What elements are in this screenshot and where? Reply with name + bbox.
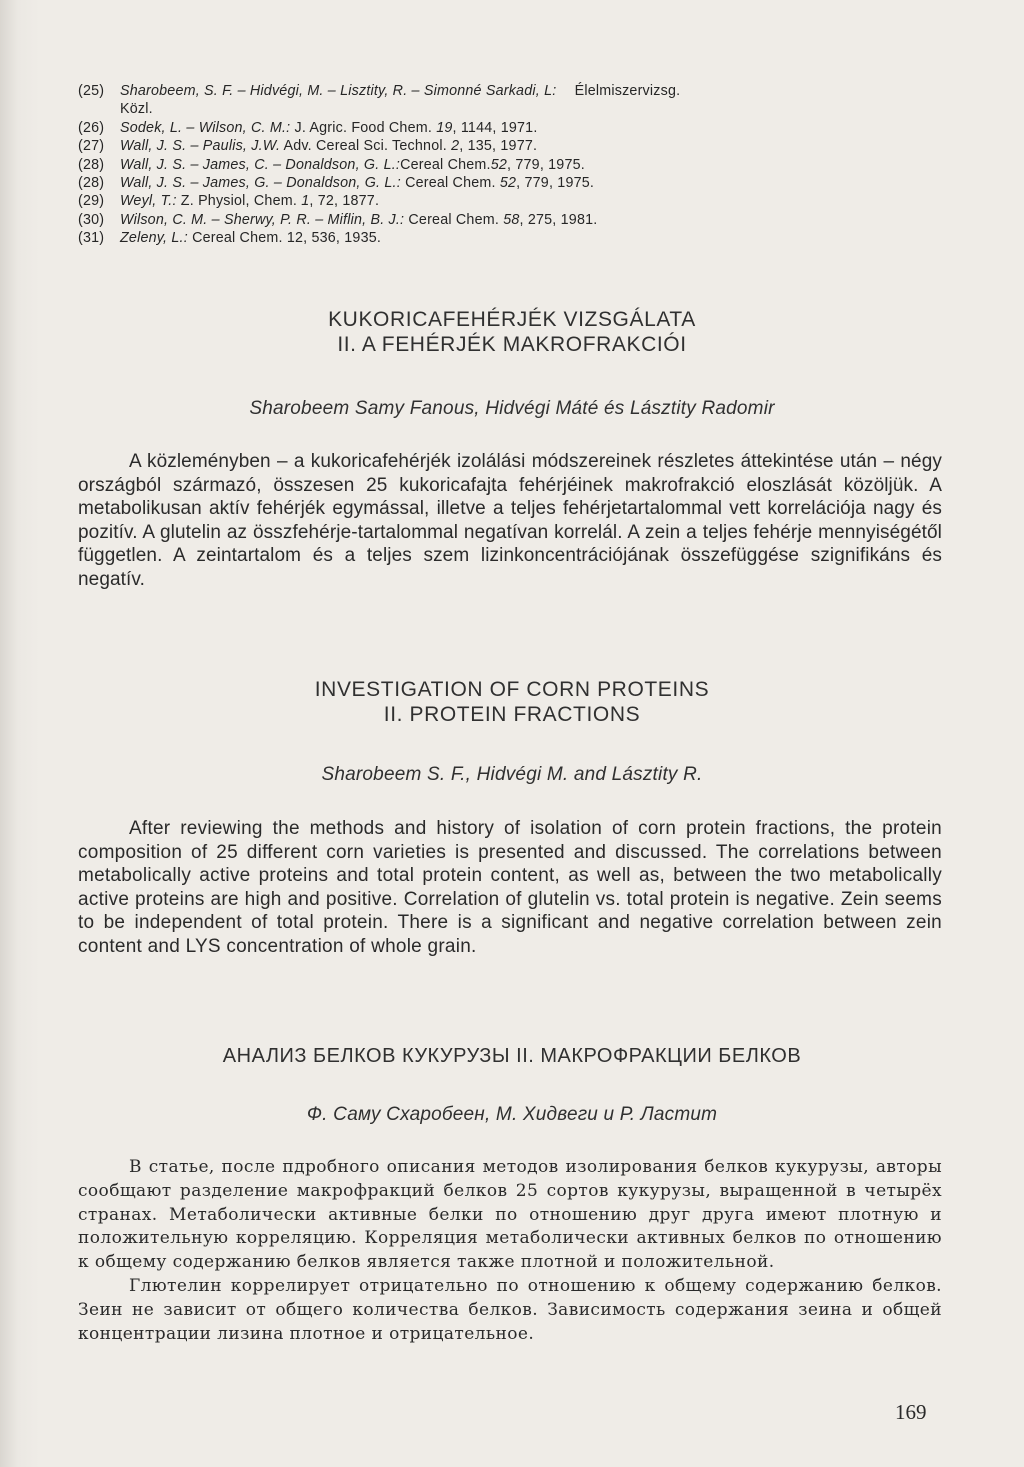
reference-authors: Wall, J. S. – Paulis, J.W. (120, 138, 281, 155)
reference-number: (31) (78, 230, 105, 247)
reference-source: Cereal Chem. (400, 156, 491, 173)
reference-item (78, 192, 958, 210)
reference-number: (26) (78, 119, 105, 136)
reference-item (78, 229, 958, 247)
reference-authors: Wall, J. S. – James, C. – Donaldson, G. L.: (120, 156, 401, 173)
reference-volume: 2 (451, 138, 460, 155)
reference-number: (25) (78, 83, 105, 99)
english-abstract-text: After reviewing the methods and history of isolation of corn protein fractions, the protein composition of 25 different corn varieties is presented and discussed. The correlations between metabolically active proteins and total protein content, as well as, between the two metabolically active proteins are high and positive. Correlation of glutelin vs. total protein is negative. Zein seems to be independent of total protein. There is a significant and negative correlation between zein content and LYS concentration of whole grain. (78, 818, 942, 957)
hungarian-title-line2: II. A FEHÉRJÉK MAKROFRAKCIÓI (337, 333, 687, 356)
reference-source: Cereal Chem. (404, 211, 504, 228)
russian-abstract-paragraph: В статье, после пдробного описания методов изолирования белков кукурузы, авторы сообщают разделение макрофракций белков 25 сортов кукурузы, выращенной в четырёх странах. Метаболически активные белки по отношению друг друга имеют плотную и положительную корреляцию. Корреляция метаболически активных белков по отношению к общему содержанию белков является также плотной и положительной. (78, 1157, 942, 1273)
russian-abstract (78, 1156, 942, 1346)
reference-continuation: Közl. (120, 101, 153, 118)
russian-authors: Ф. Саму Схаробеен, М. Хидвеги и Р. Ластит (306, 1104, 718, 1125)
page-number: 169 (895, 1400, 927, 1424)
reference-volume: 52 (490, 156, 508, 173)
reference-authors: Wall, J. S. – James, G. – Donaldson, G. L.: (120, 175, 401, 192)
reference-source: Cereal Chem. 12, 536, 1935. (187, 230, 382, 247)
reference-pages-year: , 135, 1977. (459, 138, 538, 155)
reference-volume: 52 (499, 175, 517, 192)
reference-number: (29) (78, 193, 105, 210)
reference-pages-year: , 779, 1975. (507, 156, 585, 173)
reference-item (78, 174, 958, 192)
reference-source: Élelmiszervizsg. (570, 83, 681, 99)
hungarian-abstract-text: A közleményben – a kukoricafehérjék izolálási módszereinek részletes áttekintése után – négy országból származó, összesen 25 kukoricafajta fehérjéinek makrofrakció eloszlását közöljük. A metabolikusan aktív fehérjék egymással, illetve a teljes fehérjetartalommal vett korrelációja nagy és pozitív. A glutelin az összfehérje-tartalommal negatívan korrelál. A zein a teljes fehérje mennyiségétől független. A zeintartalom és a teljes szem lizinkoncentrációjának összefüggése szignifikáns és negatív. (78, 451, 942, 590)
english-abstract (78, 817, 942, 958)
english-title-line1: INVESTIGATION OF CORN PROTEINS (314, 678, 710, 701)
reference-number: (28) (78, 175, 105, 192)
english-title-line2: II. PROTEIN FRACTIONS (383, 703, 641, 726)
hungarian-abstract (78, 450, 942, 591)
hungarian-authors: Sharobeem Samy Fanous, Hidvégi Máté és Lásztity Radomir (249, 398, 775, 419)
reference-number: (28) (78, 156, 105, 173)
reference-item (78, 119, 958, 137)
reference-number: (30) (78, 211, 105, 228)
reference-item (78, 156, 958, 174)
hungarian-title (0, 307, 1024, 357)
reference-item (78, 82, 958, 119)
reference-source: Z. Physiol, Chem. (176, 193, 302, 210)
english-title (0, 677, 1024, 727)
reference-authors: Weyl, T.: (120, 193, 177, 210)
reference-pages-year: , 72, 1877. (309, 193, 380, 210)
reference-source: Adv. Cereal Sci. Technol. (280, 138, 452, 155)
russian-abstract-paragraph: Глютелин коррелирует отрицательно по отношению к общему содержанию белков. Зеин не зависит от общего количества белков. Зависимость содержания зеина и общей концентрации лизина плотное и отрицательное. (78, 1275, 942, 1344)
reference-volume: 19 (436, 119, 453, 136)
reference-authors: Sodek, L. – Wilson, C. M.: (120, 119, 291, 136)
reference-volume: 58 (503, 211, 520, 228)
reference-pages-year: , 1144, 1971. (452, 119, 538, 136)
reference-pages-year: , 275, 1981. (519, 211, 598, 228)
russian-title: АНАЛИЗ БЕЛКОВ КУКУРУЗЫ II. МАКРОФРАКЦИИ БЕЛКОВ (222, 1045, 802, 1067)
reference-item (78, 211, 958, 229)
reference-authors: Sharobeem, S. F. – Hidvégi, M. – Lisztity, R. – Simonné Sarkadi, L: (120, 83, 557, 99)
reference-source: J. Agric. Food Chem. (290, 119, 437, 136)
reference-source: Cereal Chem. (400, 175, 500, 192)
reference-authors: Zeleny, L.: (120, 230, 188, 247)
english-authors: Sharobeem S. F., Hidvégi M. and Lásztity R. (321, 764, 703, 785)
reference-number: (27) (78, 138, 105, 155)
reference-authors: Wilson, C. M. – Sherwy, P. R. – Miflin, B. J.: (120, 211, 405, 228)
hungarian-title-line1: KUKORICAFEHÉRJÉK VIZSGÁLATA (328, 308, 696, 331)
reference-list (78, 82, 958, 248)
reference-item (78, 137, 958, 155)
reference-volume: 1 (301, 193, 310, 210)
reference-pages-year: , 779, 1975. (516, 175, 595, 192)
